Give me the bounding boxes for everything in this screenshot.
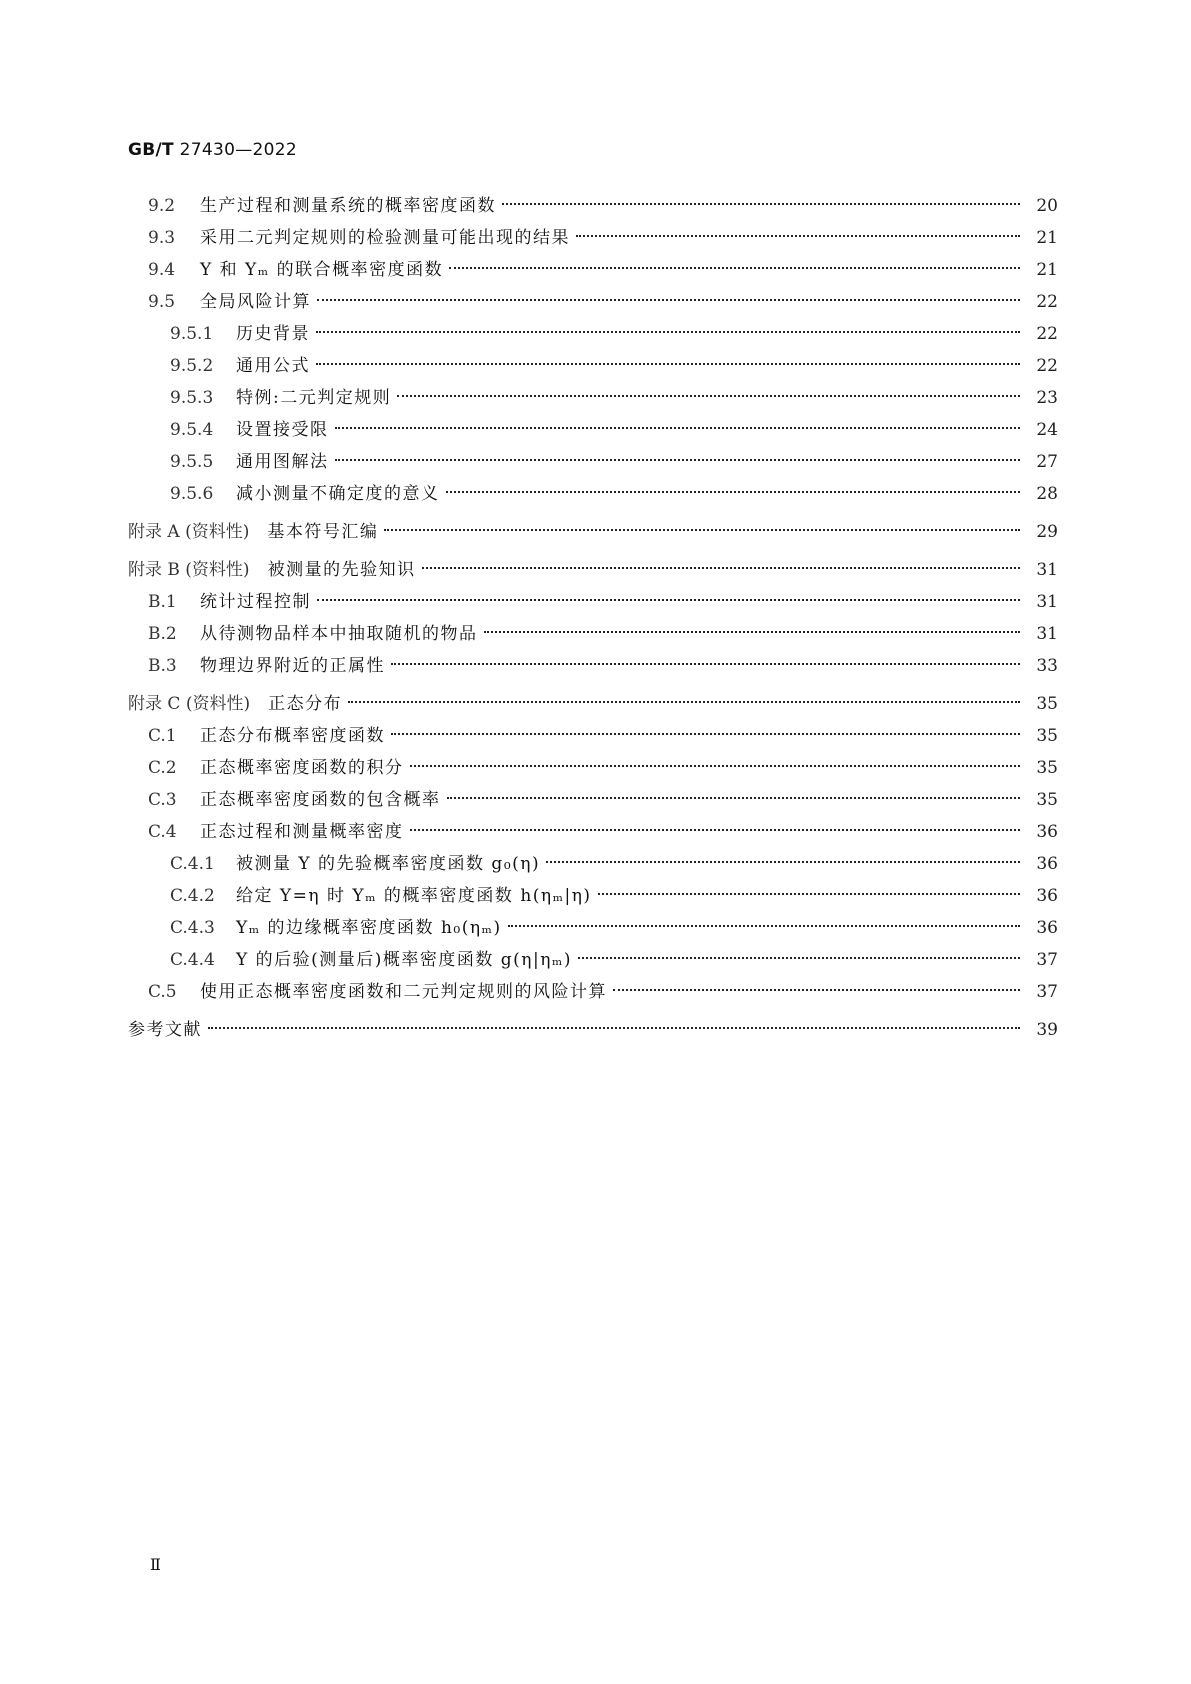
toc-entry-number: B.3 [148, 656, 177, 676]
toc-entry[interactable] [128, 784, 1058, 816]
toc-entry[interactable] [128, 554, 1058, 586]
toc-entry-number: B.1 [148, 592, 177, 612]
toc-entry[interactable] [128, 222, 1058, 254]
toc-entry-title: 全局风险计算 [200, 292, 311, 312]
toc-dot-leader [335, 459, 1021, 461]
toc-dot-leader [613, 989, 1020, 991]
toc-entry-page: 31 [1036, 560, 1058, 580]
standard-code: GB/T [128, 140, 174, 160]
toc-dot-leader [576, 235, 1020, 237]
toc-entry-number: 9.5.5 [170, 452, 214, 472]
toc-entry-title: 特例:二元判定规则 [236, 388, 392, 408]
toc-entry-number: 附录 A (资料性) [128, 522, 250, 542]
toc-dot-leader [316, 331, 1020, 333]
toc-entry[interactable] [128, 816, 1058, 848]
toc-entry[interactable] [128, 880, 1058, 912]
toc-dot-leader [208, 1027, 1020, 1029]
toc-entry-number: 9.3 [148, 228, 176, 248]
toc-entry-page: 36 [1036, 822, 1058, 842]
toc-entry-number: 9.5.4 [170, 420, 214, 440]
toc-entry-page: 35 [1036, 694, 1058, 714]
toc-entry-number: C.4.4 [170, 950, 215, 970]
toc-dot-leader [384, 529, 1020, 531]
toc-entry[interactable] [128, 414, 1058, 446]
toc-dot-leader [508, 925, 1020, 927]
toc-dot-leader [316, 363, 1020, 365]
toc-entry[interactable] [128, 586, 1058, 618]
toc-entry[interactable] [128, 752, 1058, 784]
toc-entry-title: 被测量的先验知识 [267, 560, 416, 580]
toc-dot-leader [598, 893, 1020, 895]
toc-entry-number: C.3 [148, 790, 177, 810]
toc-dot-leader [446, 491, 1021, 493]
toc-dot-leader [502, 203, 1020, 205]
toc-entry[interactable] [128, 650, 1058, 682]
toc-entry-number: C.4.3 [170, 918, 215, 938]
toc-entry-page: 20 [1036, 196, 1058, 216]
toc-entry-page: 37 [1036, 950, 1058, 970]
toc-dot-leader [335, 427, 1021, 429]
toc-entry-number: 9.5.3 [170, 388, 214, 408]
toc-entry-page: 35 [1036, 758, 1058, 778]
toc-entry-number: C.1 [148, 726, 177, 746]
toc-entry-title: 物理边界附近的正属性 [200, 656, 385, 676]
toc-entry-number: C.2 [148, 758, 177, 778]
toc-entry-number: C.4.1 [170, 854, 215, 874]
toc-entry[interactable] [128, 318, 1058, 350]
toc-dot-leader [391, 733, 1020, 735]
toc-entry[interactable] [128, 848, 1058, 880]
toc-dot-leader [317, 599, 1020, 601]
toc-entry-title: Y 和 Yₘ 的联合概率密度函数 [200, 260, 444, 280]
table-of-contents [128, 190, 1058, 1046]
toc-entry-title: 正态过程和测量概率密度 [200, 822, 404, 842]
toc-entry[interactable] [128, 720, 1058, 752]
toc-entry-title: 正态概率密度函数的积分 [200, 758, 404, 778]
toc-entry-page: 28 [1036, 484, 1058, 504]
toc-entry-page: 37 [1036, 982, 1058, 1002]
toc-entry-number: C.4.2 [170, 886, 215, 906]
toc-dot-leader [422, 567, 1020, 569]
toc-entry-page: 31 [1036, 624, 1058, 644]
toc-entry-number: 9.4 [148, 260, 176, 280]
toc-dot-leader [410, 829, 1021, 831]
toc-entry-title: 通用公式 [236, 356, 310, 376]
toc-entry-title: 正态分布概率密度函数 [200, 726, 385, 746]
toc-entry-page: 29 [1036, 522, 1058, 542]
toc-entry-page: 36 [1036, 886, 1058, 906]
toc-entry-title: 采用二元判定规则的检验测量可能出现的结果 [200, 228, 570, 248]
toc-entry[interactable] [128, 190, 1058, 222]
toc-entry-title: 参考文献 [128, 1020, 202, 1040]
toc-entry-title: 减小测量不确定度的意义 [236, 484, 440, 504]
toc-entry-title: 基本符号汇编 [267, 522, 379, 542]
toc-entry-title: 使用正态概率密度函数和二元判定规则的风险计算 [200, 982, 607, 1002]
toc-entry-page: 22 [1036, 324, 1058, 344]
toc-entry[interactable] [128, 478, 1058, 510]
toc-entry-page: 36 [1036, 918, 1058, 938]
toc-entry[interactable] [128, 446, 1058, 478]
toc-entry[interactable] [128, 912, 1058, 944]
standard-number: 27430—2022 [179, 140, 297, 160]
toc-entry[interactable] [128, 254, 1058, 286]
toc-entry[interactable] [128, 618, 1058, 650]
toc-entry-title: 通用图解法 [236, 452, 329, 472]
toc-entry[interactable] [128, 976, 1058, 1008]
toc-entry-title: 历史背景 [236, 324, 310, 344]
toc-entry-number: C.4 [148, 822, 177, 842]
toc-dot-leader [391, 663, 1020, 665]
toc-dot-leader [447, 797, 1021, 799]
toc-entry[interactable] [128, 944, 1058, 976]
toc-entry-title: 统计过程控制 [200, 592, 311, 612]
toc-entry[interactable] [128, 350, 1058, 382]
toc-entry-number: 9.5.1 [170, 324, 214, 344]
toc-entry-title: 从待测物品样本中抽取随机的物品 [200, 624, 478, 644]
toc-dot-leader [410, 765, 1021, 767]
toc-entry-page: 35 [1036, 790, 1058, 810]
toc-entry-number: 附录 C (资料性) [128, 694, 251, 714]
toc-dot-leader [546, 861, 1020, 863]
page-number: Ⅱ [150, 1555, 161, 1574]
toc-entry[interactable] [128, 688, 1058, 720]
toc-entry[interactable] [128, 516, 1058, 548]
toc-entry-title: 被测量 Y 的先验概率密度函数 g₀(η) [236, 854, 541, 874]
toc-entry-page: 21 [1036, 260, 1058, 280]
toc-entry-number: B.2 [148, 624, 177, 644]
toc-dot-leader [317, 299, 1020, 301]
toc-entry-page: 39 [1036, 1020, 1058, 1040]
toc-entry-page: 22 [1036, 292, 1058, 312]
toc-entry-title: 正态分布 [268, 694, 343, 714]
toc-entry[interactable] [128, 286, 1058, 318]
toc-entry-page: 27 [1036, 452, 1058, 472]
toc-entry-title: Yₘ 的边缘概率密度函数 h₀(ηₘ) [236, 918, 502, 938]
toc-entry-page: 35 [1036, 726, 1058, 746]
toc-entry-page: 23 [1036, 388, 1058, 408]
toc-entry-title: 正态概率密度函数的包含概率 [200, 790, 441, 810]
toc-entry-number: 9.5.6 [170, 484, 214, 504]
toc-entry[interactable] [128, 1014, 1058, 1046]
toc-entry-page: 36 [1036, 854, 1058, 874]
toc-entry-number: 9.5.2 [170, 356, 214, 376]
toc-entry-title: Y 的后验(测量后)概率密度函数 g(η|ηₘ) [236, 950, 572, 970]
toc-entry[interactable] [128, 382, 1058, 414]
toc-entry-page: 24 [1036, 420, 1058, 440]
toc-entry-title: 设置接受限 [236, 420, 329, 440]
toc-entry-number: 附录 B (资料性) [128, 560, 250, 580]
toc-dot-leader [397, 395, 1020, 397]
toc-entry-page: 33 [1036, 656, 1058, 676]
toc-entry-title: 给定 Y=η 时 Yₘ 的概率密度函数 h(ηₘ|η) [236, 886, 592, 906]
toc-entry-page: 22 [1036, 356, 1058, 376]
toc-entry-number: 9.2 [148, 196, 176, 216]
toc-dot-leader [348, 701, 1020, 703]
toc-entry-number: 9.5 [148, 292, 176, 312]
toc-dot-leader [449, 267, 1020, 269]
toc-entry-title: 生产过程和测量系统的概率密度函数 [200, 196, 496, 216]
document-header [128, 140, 297, 160]
toc-dot-leader [484, 631, 1021, 633]
toc-entry-page: 21 [1036, 228, 1058, 248]
toc-entry-page: 31 [1036, 592, 1058, 612]
toc-entry-number: C.5 [148, 982, 177, 1002]
toc-dot-leader [578, 957, 1020, 959]
